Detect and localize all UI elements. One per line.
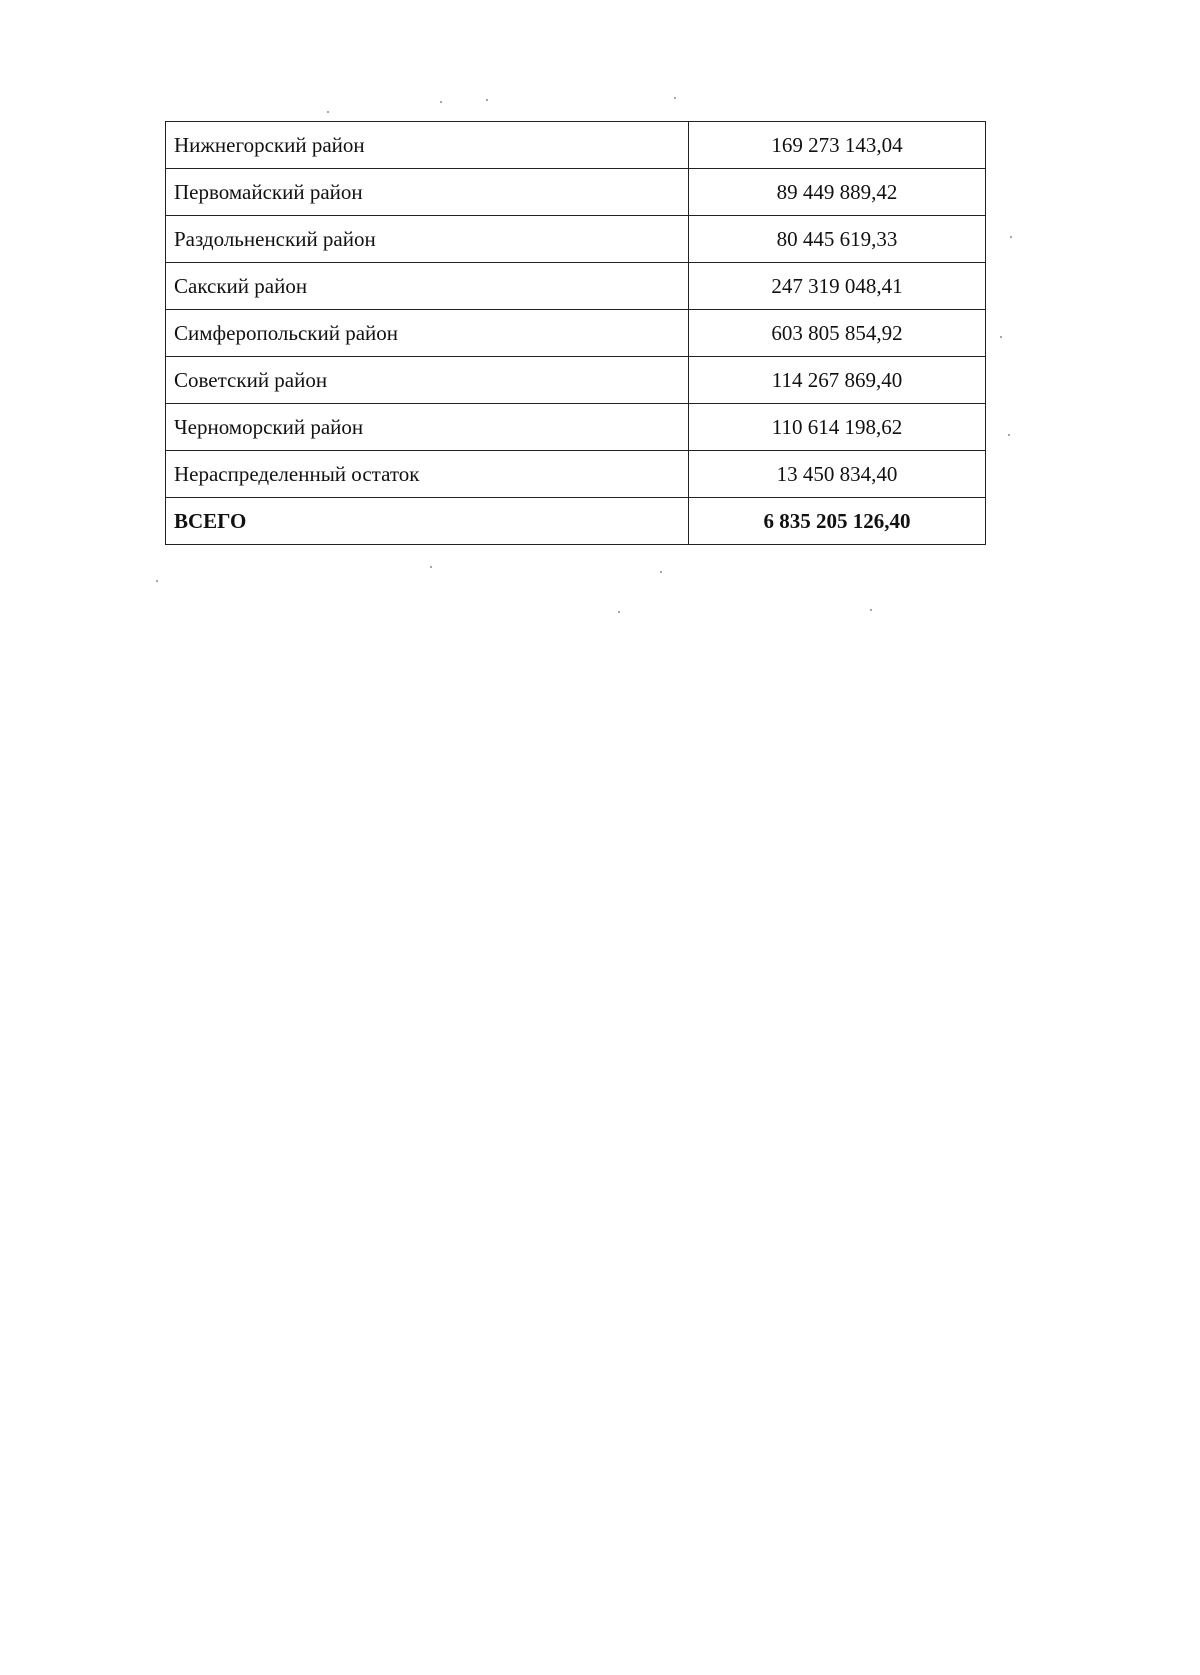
scan-speck — [1008, 434, 1010, 436]
table-row — [166, 404, 986, 451]
scan-speck — [870, 609, 872, 611]
allocation-table-container — [165, 121, 985, 545]
scan-speck — [1010, 236, 1012, 238]
district-name-cell: Нераспределенный остаток — [166, 451, 689, 498]
district-name-cell: Советский район — [166, 357, 689, 404]
table-row — [166, 451, 986, 498]
district-name-cell: Раздольненский район — [166, 216, 689, 263]
amount-cell: 13 450 834,40 — [689, 451, 986, 498]
amount-cell: 169 273 143,04 — [689, 122, 986, 169]
table-row — [166, 310, 986, 357]
district-name-cell: Сакский район — [166, 263, 689, 310]
total-label-cell: ВСЕГО — [166, 498, 689, 545]
table-row — [166, 263, 986, 310]
table-row — [166, 357, 986, 404]
allocation-table — [165, 121, 986, 545]
scan-speck — [1000, 336, 1002, 338]
amount-cell: 247 319 048,41 — [689, 263, 986, 310]
district-name-cell: Черноморский район — [166, 404, 689, 451]
district-name-cell: Симферопольский район — [166, 310, 689, 357]
scan-speck — [618, 611, 620, 613]
amount-cell: 110 614 198,62 — [689, 404, 986, 451]
total-amount-cell: 6 835 205 126,40 — [689, 498, 986, 545]
scan-speck — [430, 566, 432, 568]
scan-speck — [674, 97, 676, 99]
district-name-cell: Первомайский район — [166, 169, 689, 216]
scan-speck — [327, 111, 329, 113]
district-name-cell: Нижнегорский район — [166, 122, 689, 169]
amount-cell: 603 805 854,92 — [689, 310, 986, 357]
table-row — [166, 122, 986, 169]
total-row — [166, 498, 986, 545]
amount-cell: 80 445 619,33 — [689, 216, 986, 263]
amount-cell: 89 449 889,42 — [689, 169, 986, 216]
table-row — [166, 216, 986, 263]
scan-speck — [440, 101, 442, 103]
table-row — [166, 169, 986, 216]
scan-speck — [486, 99, 488, 101]
amount-cell: 114 267 869,40 — [689, 357, 986, 404]
scan-speck — [156, 580, 158, 582]
scan-speck — [660, 571, 662, 573]
